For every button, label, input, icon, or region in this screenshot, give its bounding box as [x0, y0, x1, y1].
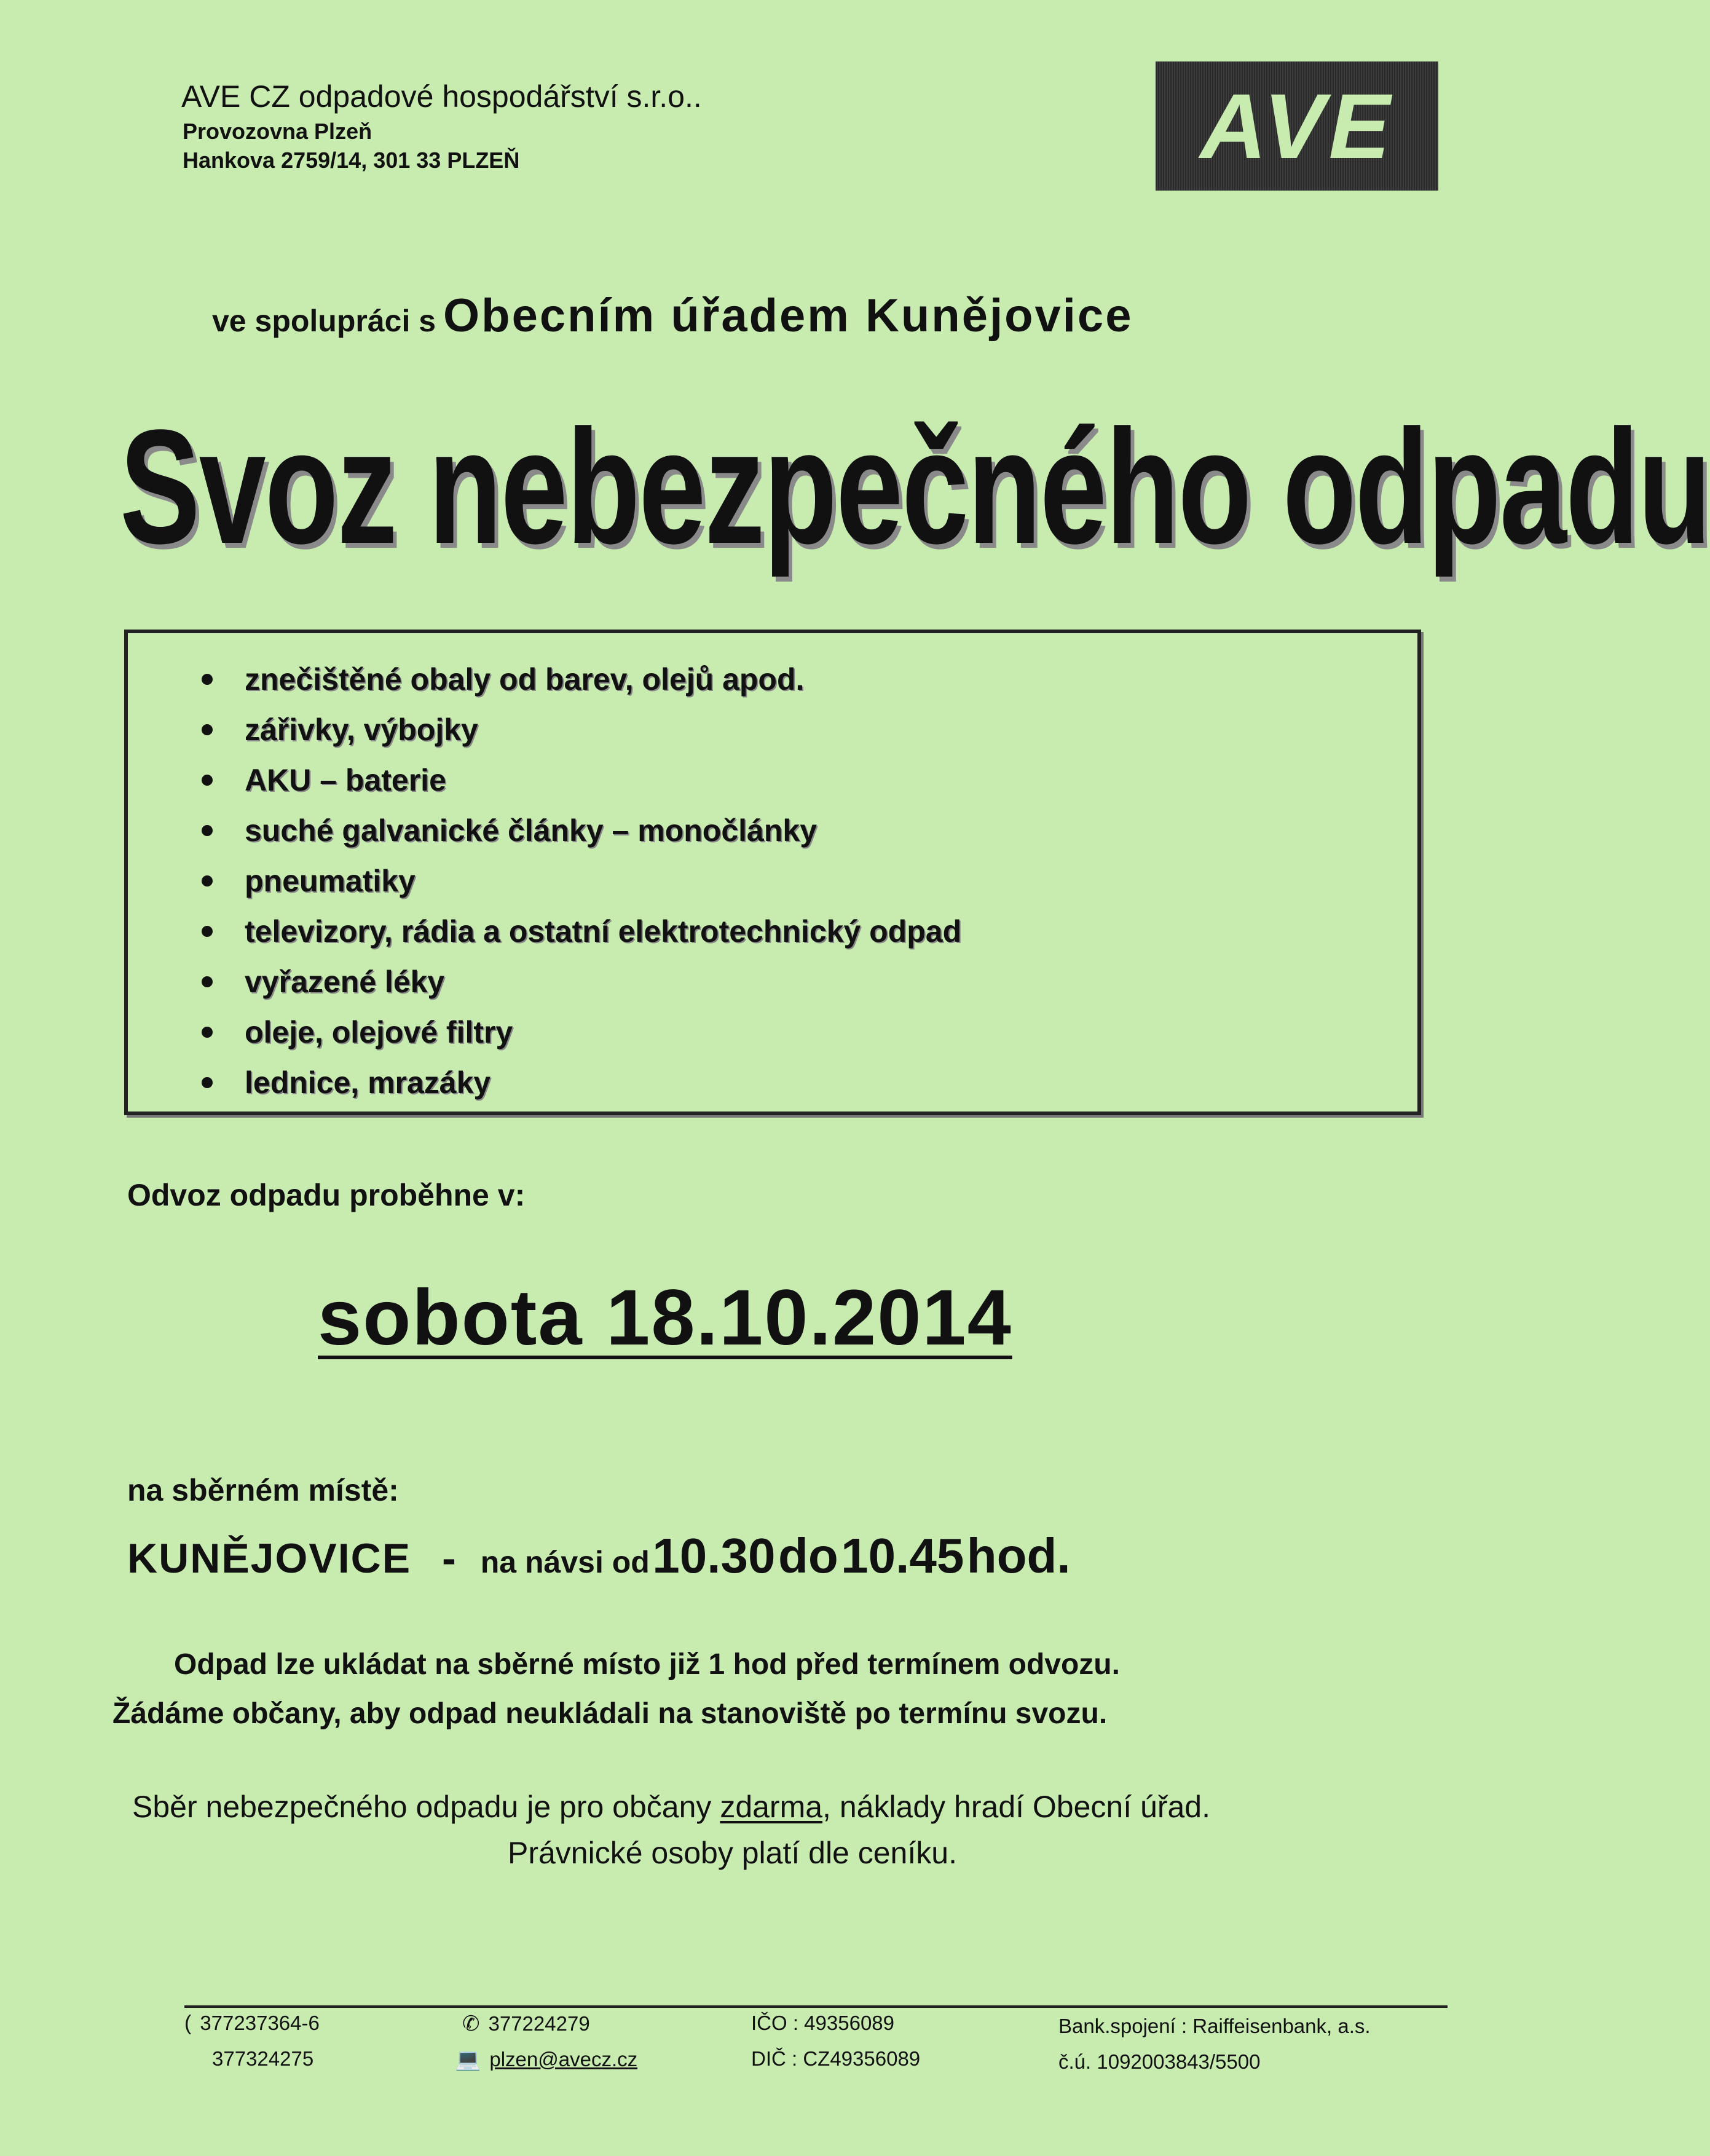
note-line: Žádáme občany, aby odpad neukládali na stanoviště po termínu svozu. — [112, 1697, 1108, 1730]
bullet-icon — [202, 1027, 213, 1038]
collection-at: na návsi od — [480, 1545, 650, 1579]
list-item-label: lednice, mrazáky — [245, 1065, 491, 1100]
list-item — [195, 755, 1417, 805]
footer-ico: IČO : 49356089 — [751, 2012, 894, 2034]
list-item — [195, 906, 1417, 957]
bullet-icon — [202, 976, 213, 987]
logo-text: AVE — [1200, 74, 1394, 178]
pickup-intro: Odvoz odpadu proběhne v: — [127, 1178, 526, 1212]
list-item-label: oleje, olejové filtry — [245, 1015, 513, 1049]
phone-icon: ( — [184, 2012, 192, 2035]
list-item-label: zářivky, výbojky — [245, 713, 478, 747]
phone1-value: 377237364-6 — [200, 2012, 320, 2034]
list-item-label: AKU – baterie — [245, 763, 446, 797]
email-link[interactable]: plzen@avecz.cz — [489, 2048, 638, 2071]
company-name: AVE CZ odpadové hospodářství s.r.o.. — [181, 79, 702, 114]
footer-fax — [462, 2012, 590, 2036]
note-line: Odpad lze ukládat na sběrné místo již 1 hod před termínem odvozu. — [174, 1648, 1120, 1681]
footer-phone2: 377324275 — [212, 2047, 314, 2070]
collection-label: na sběrném místě: — [127, 1473, 399, 1507]
waste-items-box — [124, 630, 1421, 1115]
location-dash: - — [442, 1535, 456, 1582]
time-unit: hod. — [966, 1528, 1071, 1583]
free-info-part2: , náklady hradí Obecní úřad. — [822, 1790, 1210, 1824]
fax-icon: ✆ — [462, 2012, 480, 2036]
footer-phone1 — [184, 2012, 320, 2036]
time-from: 10.30 — [652, 1528, 776, 1583]
legal-entities-note: Právnické osoby platí dle ceníku. — [508, 1836, 957, 1870]
fax-value: 377224279 — [488, 2012, 590, 2035]
bullet-icon — [202, 775, 213, 786]
footer-account: č.ú. 1092003843/5500 — [1058, 2050, 1261, 2073]
list-item-label: televizory, rádia a ostatní elektrotechnický odpad — [245, 914, 962, 949]
list-item-label: vyřazené léky — [245, 965, 445, 999]
footer-email[interactable] — [455, 2047, 637, 2072]
bullet-icon — [202, 1077, 213, 1088]
collection-location — [127, 1528, 1071, 1584]
ave-logo — [1156, 61, 1438, 191]
list-item — [195, 1007, 1417, 1057]
free-info-part1: Sběr nebezpečného odpadu je pro občany — [132, 1790, 720, 1824]
list-item — [195, 957, 1417, 1007]
collection-place: KUNĚJOVICE — [127, 1535, 412, 1582]
list-item-label: pneumatiky — [245, 864, 416, 898]
list-item — [195, 705, 1417, 755]
footer-divider — [184, 2005, 1448, 2008]
bullet-icon — [202, 674, 213, 685]
computer-icon: 💻 — [455, 2048, 481, 2071]
company-address: Hankova 2759/14, 301 33 PLZEŇ — [183, 148, 520, 173]
list-item-label: suché galvanické články – monočlánky — [245, 813, 818, 848]
footer-bank: Bank.spojení : Raiffeisenbank, a.s. — [1058, 2015, 1371, 2037]
free-word: zdarma — [720, 1790, 823, 1824]
list-item — [195, 654, 1417, 705]
time-to-word: do — [778, 1528, 838, 1583]
pickup-date: sobota 18.10.2014 — [318, 1274, 1012, 1362]
bullet-icon — [202, 926, 213, 937]
time-to: 10.45 — [841, 1528, 964, 1583]
waste-items-list — [128, 633, 1417, 1108]
free-info-line — [132, 1789, 1210, 1825]
list-item — [195, 805, 1417, 856]
cooperation-office: Obecním úřadem Kunějovice — [443, 290, 1133, 342]
page-title: Svoz nebezpečného odpadu — [120, 396, 1710, 578]
cooperation-line — [212, 289, 1133, 342]
footer-dic: DIČ : CZ49356089 — [751, 2047, 921, 2070]
bullet-icon — [202, 875, 213, 886]
cooperation-prefix: ve spolupráci s — [212, 304, 436, 338]
list-item-label: znečištěné obaly od barev, olejů apod. — [245, 662, 805, 697]
bullet-icon — [202, 724, 213, 735]
list-item — [195, 856, 1417, 906]
bullet-icon — [202, 825, 213, 836]
branch-name: Provozovna Plzeň — [183, 119, 372, 144]
list-item — [195, 1057, 1417, 1108]
